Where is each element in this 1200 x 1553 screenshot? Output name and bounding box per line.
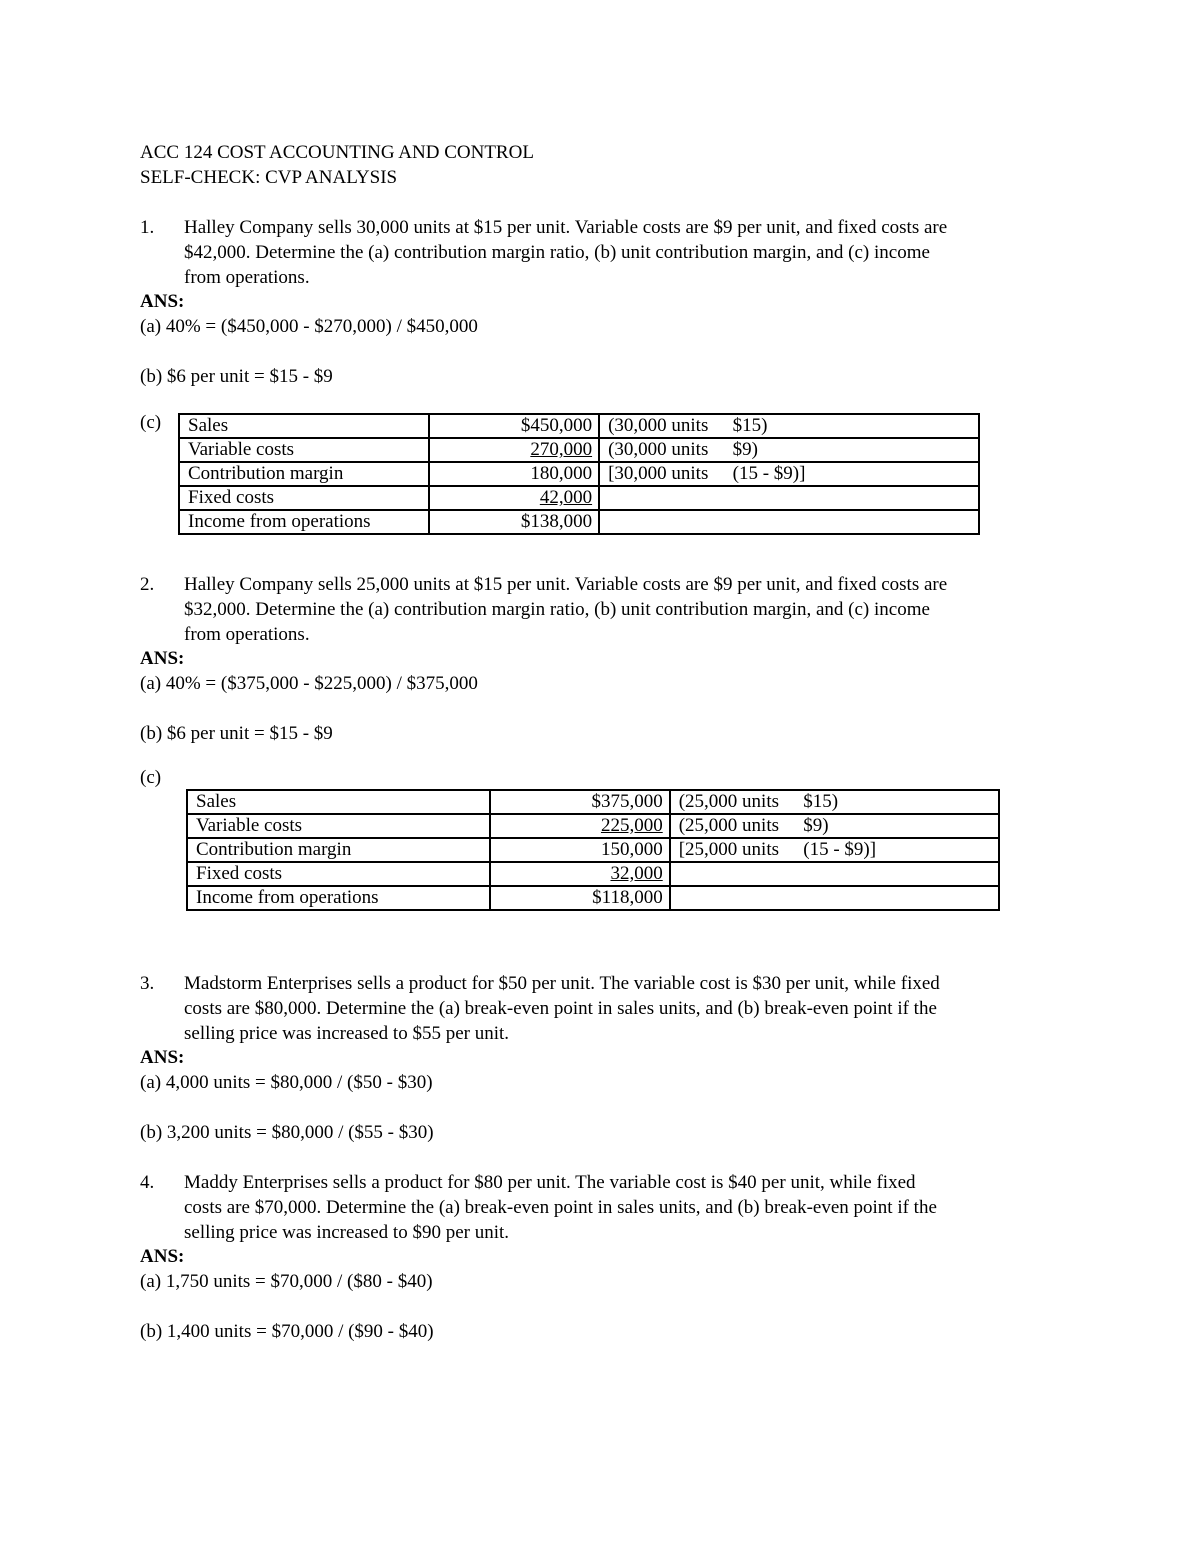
document-subtitle: SELF-CHECK: CVP ANALYSIS <box>140 167 398 188</box>
answer-b: (b) 3,200 units = $80,000 / ($55 - $30) <box>140 1122 434 1143</box>
question-3 <box>140 971 1060 1170</box>
row-label: Income from operations <box>179 510 429 534</box>
row-label: Variable costs <box>187 814 490 838</box>
row-note: (25,000 units $9) <box>670 814 999 838</box>
question-number: 3. <box>140 973 155 994</box>
table-row <box>179 414 979 438</box>
table-row <box>179 438 979 462</box>
answer-label: ANS: <box>140 1047 185 1068</box>
table-row <box>187 790 999 814</box>
row-amount: 225,000 <box>600 815 663 836</box>
row-note: (25,000 units $15) <box>670 790 999 814</box>
row-note <box>599 510 979 534</box>
row-label: Income from operations <box>187 886 490 910</box>
answer-a: (a) 40% = ($375,000 - $225,000) / $375,000 <box>140 673 478 694</box>
answer-b: (b) 1,400 units = $70,000 / ($90 - $40) <box>140 1321 434 1342</box>
question-text-line: Madstorm Enterprises sells a product for $50 per unit. The variable cost is $30 per unit, while fixed <box>184 973 940 994</box>
table-row <box>179 462 979 486</box>
table-row <box>179 486 979 510</box>
row-label: Variable costs <box>179 438 429 462</box>
table-row <box>187 862 999 886</box>
answer-b: (b) $6 per unit = $15 - $9 <box>140 723 333 744</box>
table-row <box>187 838 999 862</box>
row-note: [30,000 units (15 - $9)] <box>599 462 979 486</box>
table-row <box>187 886 999 910</box>
answer-a: (a) 40% = ($450,000 - $270,000) / $450,000 <box>140 316 478 337</box>
question-text-line: Halley Company sells 30,000 units at $15 per unit. Variable costs are $9 per unit, and fixed costs are <box>184 217 948 238</box>
question-text-line: from operations. <box>184 624 310 645</box>
answer-a: (a) 1,750 units = $70,000 / ($80 - $40) <box>140 1271 433 1292</box>
answer-a: (a) 4,000 units = $80,000 / ($50 - $30) <box>140 1072 433 1093</box>
row-amount: $118,000 <box>490 886 669 910</box>
question-text-line: $32,000. Determine the (a) contribution margin ratio, (b) unit contribution margin, and (c) income <box>184 599 930 620</box>
course-title: ACC 124 COST ACCOUNTING AND CONTROL <box>140 142 534 163</box>
row-note <box>670 886 999 910</box>
question-number: 4. <box>140 1172 155 1193</box>
row-label: Fixed costs <box>187 862 490 886</box>
row-note <box>599 486 979 510</box>
row-label: Contribution margin <box>179 462 429 486</box>
row-amount: 270,000 <box>530 439 593 460</box>
row-amount: $450,000 <box>429 414 599 438</box>
row-label: Fixed costs <box>179 486 429 510</box>
answer-label: ANS: <box>140 648 185 669</box>
row-amount: 32,000 <box>610 863 663 884</box>
row-note: (30,000 units $15) <box>599 414 979 438</box>
table-row <box>187 814 999 838</box>
row-note: [25,000 units (15 - $9)] <box>670 838 999 862</box>
question-text-line: selling price was increased to $55 per unit. <box>184 1023 510 1044</box>
row-label: Contribution margin <box>187 838 490 862</box>
row-label: Sales <box>179 414 429 438</box>
answer-c-label: (c) <box>140 412 162 433</box>
row-note <box>670 862 999 886</box>
question-text-line: $42,000. Determine the (a) contribution margin ratio, (b) unit contribution margin, and (c) income <box>184 242 930 263</box>
question-1 <box>140 215 1060 572</box>
question-number: 1. <box>140 217 155 238</box>
question-2 <box>140 572 1060 971</box>
row-amount: 150,000 <box>490 838 669 862</box>
question-text-line: costs are $70,000. Determine the (a) break-even point in sales units, and (b) break-even point if the <box>184 1197 937 1218</box>
answer-c-label: (c) <box>140 767 162 788</box>
income-statement-table <box>178 413 980 535</box>
row-amount: $138,000 <box>429 510 599 534</box>
question-number: 2. <box>140 574 155 595</box>
row-amount: $375,000 <box>490 790 669 814</box>
table-row <box>179 510 979 534</box>
row-amount: 180,000 <box>429 462 599 486</box>
income-statement-table <box>186 789 1000 911</box>
row-label: Sales <box>187 790 490 814</box>
question-text-line: costs are $80,000. Determine the (a) break-even point in sales units, and (b) break-even point if the <box>184 998 937 1019</box>
row-note: (30,000 units $9) <box>599 438 979 462</box>
answer-b: (b) $6 per unit = $15 - $9 <box>140 366 333 387</box>
question-4 <box>140 1170 1060 1344</box>
question-text-line: selling price was increased to $90 per unit. <box>184 1222 510 1243</box>
question-text-line: Maddy Enterprises sells a product for $80 per unit. The variable cost is $40 per unit, while fixed <box>184 1172 916 1193</box>
answer-label: ANS: <box>140 291 185 312</box>
question-text-line: from operations. <box>184 267 310 288</box>
answer-label: ANS: <box>140 1246 185 1267</box>
row-amount: 42,000 <box>539 487 593 508</box>
document-page <box>140 140 1060 1344</box>
question-text-line: Halley Company sells 25,000 units at $15 per unit. Variable costs are $9 per unit, and fixed costs are <box>184 574 948 595</box>
